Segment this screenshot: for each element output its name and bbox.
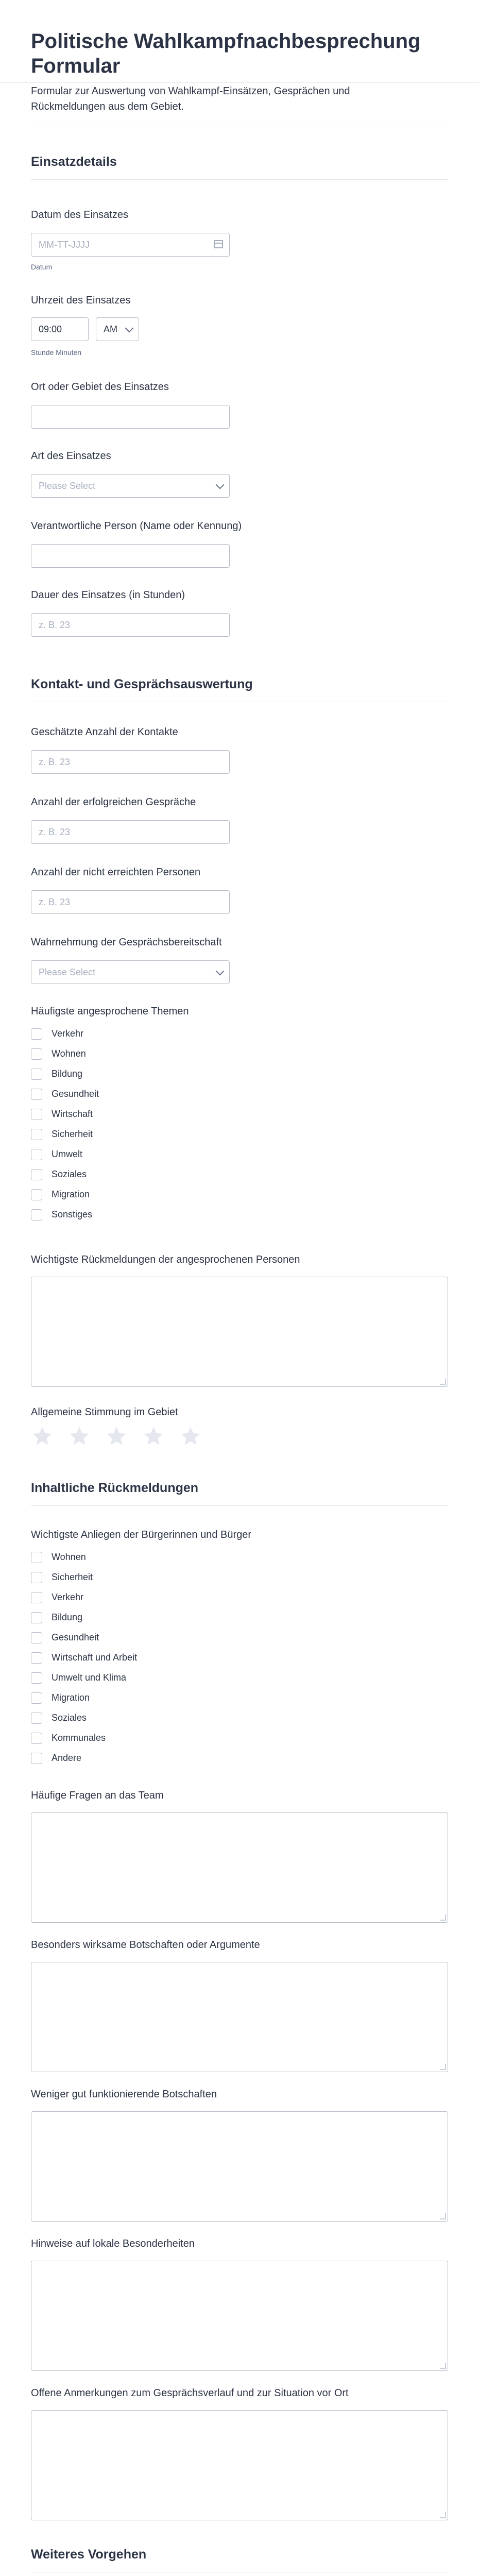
themen-checkbox-option[interactable] [31, 1148, 288, 1162]
chevron-down-icon [216, 967, 225, 976]
label-bereitschaft: Wahrnehmung der Gesprächsbereitschaft [31, 937, 222, 948]
ort-input[interactable] [31, 405, 230, 429]
anliegen-checkbox-option[interactable] [31, 1691, 288, 1706]
art-select[interactable] [31, 474, 230, 498]
section-inhalt: Inhaltliche Rückmeldungen [31, 1481, 199, 1495]
anliegen-checkbox-option[interactable] [31, 1631, 288, 1646]
checkbox[interactable] [31, 1652, 42, 1664]
checkbox[interactable] [31, 1169, 42, 1180]
checkbox[interactable] [31, 1632, 42, 1643]
label-themen: Häufigste angesprochene Themen [31, 1006, 189, 1017]
bereitschaft-select[interactable] [31, 960, 230, 984]
checkbox[interactable] [31, 1069, 42, 1080]
option-label: Kommunales [52, 1733, 106, 1743]
option-label: Soziales [52, 1169, 87, 1179]
erfolgreich-input[interactable] [31, 820, 230, 844]
label-dauer: Dauer des Einsatzes (in Stunden) [31, 589, 185, 601]
resize-handle[interactable] [440, 1379, 446, 1385]
date-placeholder: MM-TT-JJJJ [39, 240, 90, 250]
anliegen-checkbox-option[interactable] [31, 1732, 288, 1746]
anliegen-checkbox-option[interactable] [31, 1551, 288, 1565]
calendar-icon[interactable] [214, 240, 223, 248]
checkbox[interactable] [31, 1109, 42, 1120]
chevron-down-icon [216, 481, 225, 489]
label-anliegen: Wichtigste Anliegen der Bürgerinnen und Bürger [31, 1529, 252, 1540]
date-input[interactable] [31, 233, 230, 257]
themen-checkbox-option[interactable] [31, 1128, 288, 1142]
themen-checkbox-option[interactable] [31, 1027, 288, 1042]
checkbox[interactable] [31, 1189, 42, 1200]
art-placeholder: Please Select [39, 481, 96, 491]
anliegen-checkbox-option[interactable] [31, 1591, 288, 1605]
themen-checkbox-option[interactable] [31, 1208, 288, 1223]
label-datum: Datum des Einsatzes [31, 209, 128, 221]
ampm-value: AM [104, 324, 117, 334]
checkbox[interactable] [31, 1552, 42, 1563]
themen-checkbox-option[interactable] [31, 1047, 288, 1062]
checkbox[interactable] [31, 1612, 42, 1623]
themen-checkbox-option[interactable] [31, 1188, 288, 1202]
checkbox[interactable] [31, 1733, 42, 1744]
label-stimmung: Allgemeine Stimmung im Gebiet [31, 1406, 178, 1418]
anliegen-checkbox-option[interactable] [31, 1611, 288, 1625]
time-input[interactable]: 09:00 [31, 317, 89, 341]
checkbox[interactable] [31, 1753, 42, 1764]
section-vorgehen: Weiteres Vorgehen [31, 2547, 147, 2562]
option-label: Soziales [52, 1713, 87, 1723]
option-label: Migration [52, 1692, 90, 1703]
fragen-textarea[interactable] [31, 1812, 448, 1923]
checkbox[interactable] [31, 1089, 42, 1100]
label-wirksam: Besonders wirksame Botschaften oder Argumente [31, 1939, 260, 1951]
label-art: Art des Einsatzes [31, 450, 111, 462]
weniger-textarea[interactable] [31, 2111, 448, 2222]
wirksam-textarea[interactable] [31, 1962, 448, 2072]
themen-checkbox-option[interactable] [31, 1108, 288, 1122]
option-label: Wohnen [52, 1552, 86, 1562]
star-icon[interactable] [179, 1425, 202, 1448]
lokal-textarea[interactable] [31, 2261, 448, 2371]
anliegen-checkbox-option[interactable] [31, 1671, 288, 1686]
label-ort: Ort oder Gebiet des Einsatzes [31, 381, 169, 393]
checkbox[interactable] [31, 1713, 42, 1724]
option-label: Bildung [52, 1612, 83, 1622]
checkbox[interactable] [31, 1028, 42, 1040]
dauer-input[interactable] [31, 613, 230, 637]
nicht-erreicht-placeholder: z. B. 23 [39, 897, 71, 907]
checkbox[interactable] [31, 1129, 42, 1140]
resize-handle[interactable] [440, 2512, 446, 2518]
label-nicht-erreicht: Anzahl der nicht erreichten Personen [31, 867, 201, 878]
section-divider [31, 1505, 448, 1506]
option-label: Sicherheit [52, 1129, 93, 1139]
label-uhrzeit: Uhrzeit des Einsatzes [31, 295, 131, 306]
option-label: Gesundheit [52, 1089, 99, 1099]
section-divider [31, 179, 448, 180]
checkbox[interactable] [31, 1672, 42, 1684]
sublabel-datum: Datum [31, 263, 53, 271]
nicht-erreicht-input[interactable] [31, 890, 230, 914]
option-label: Sonstiges [52, 1209, 93, 1219]
resize-handle[interactable] [440, 2363, 446, 2369]
checkbox[interactable] [31, 1209, 42, 1221]
chevron-down-icon [125, 324, 134, 333]
form-description: Formular zur Auswertung von Wahlkampf-Einsätzen, Gesprächen und Rückmeldungen aus dem Gebiet. [31, 86, 350, 112]
bereitschaft-placeholder: Please Select [39, 967, 96, 977]
option-label: Bildung [52, 1069, 83, 1079]
themen-checkbox-option[interactable] [31, 1067, 288, 1082]
option-label: Wirtschaft [52, 1109, 93, 1119]
star-icon[interactable] [31, 1425, 54, 1448]
label-offen: Offene Anmerkungen zum Gesprächsverlauf und zur Situation vor Ort [31, 2387, 349, 2399]
checkbox[interactable] [31, 1692, 42, 1704]
ampm-select[interactable] [96, 317, 139, 341]
section-kontakt: Kontakt- und Gesprächsauswertung [31, 677, 253, 691]
label-erfolgreich: Anzahl der erfolgreichen Gespräche [31, 796, 196, 808]
label-kontakte: Geschätzte Anzahl der Kontakte [31, 726, 178, 738]
option-label: Umwelt und Klima [52, 1672, 127, 1683]
anliegen-checkbox-option[interactable] [31, 1571, 288, 1585]
star-icon[interactable] [68, 1425, 91, 1448]
anliegen-checkbox-option[interactable] [31, 1651, 288, 1666]
resize-handle[interactable] [440, 2213, 446, 2219]
option-label: Andere [52, 1753, 82, 1763]
option-label: Umwelt [52, 1149, 83, 1159]
option-label: Wohnen [52, 1048, 86, 1059]
resize-handle[interactable] [440, 2064, 446, 2070]
label-weniger: Weniger gut funktionierende Botschaften [31, 2089, 217, 2100]
option-label: Migration [52, 1189, 90, 1199]
resize-handle[interactable] [440, 1914, 446, 1921]
section-einsatzdetails: Einsatzdetails [31, 155, 117, 169]
checkbox[interactable] [31, 1149, 42, 1160]
label-fragen: Häufige Fragen an das Team [31, 1790, 164, 1801]
form-title: Politische Wahlkampfnachbesprechung Formular [31, 30, 421, 77]
option-label: Gesundheit [52, 1632, 99, 1642]
person-input[interactable] [31, 544, 230, 568]
star-icon[interactable] [142, 1425, 165, 1448]
option-label: Verkehr [52, 1028, 84, 1039]
star-icon[interactable] [105, 1425, 128, 1448]
checkbox[interactable] [31, 1592, 42, 1603]
checkbox[interactable] [31, 1572, 42, 1583]
erfolgreich-placeholder: z. B. 23 [39, 827, 71, 837]
themen-checkbox-option[interactable] [31, 1168, 288, 1182]
sublabel-uhrzeit: Stunde Minuten [31, 348, 82, 357]
kontakte-input[interactable] [31, 750, 230, 774]
label-lokal: Hinweise auf lokale Besonderheiten [31, 2238, 195, 2249]
option-label: Sicherheit [52, 1572, 93, 1582]
option-label: Wirtschaft und Arbeit [52, 1652, 138, 1663]
themen-checkbox-option[interactable] [31, 1088, 288, 1102]
option-label: Verkehr [52, 1592, 84, 1602]
kontakte-placeholder: z. B. 23 [39, 757, 71, 767]
dauer-placeholder: z. B. 23 [39, 620, 71, 630]
checkbox[interactable] [31, 1048, 42, 1060]
anliegen-checkbox-option[interactable] [31, 1711, 288, 1726]
anliegen-checkbox-option[interactable] [31, 1752, 288, 1766]
label-rueckmeldungen: Wichtigste Rückmeldungen der angesprochenen Personen [31, 1254, 300, 1265]
offen-textarea[interactable] [31, 2410, 448, 2520]
rueckmeldungen-textarea[interactable] [31, 1277, 448, 1387]
label-person: Verantwortliche Person (Name oder Kennung) [31, 520, 242, 532]
